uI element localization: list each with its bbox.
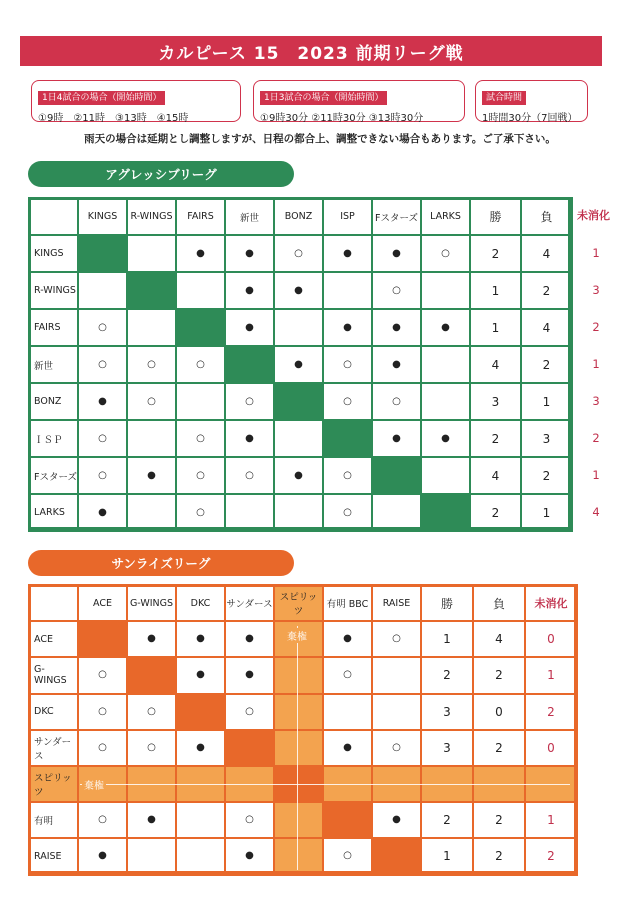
diagonal-cell [176,694,225,730]
aggressive-unplayed-value: 3 [592,283,600,297]
result-cell [274,802,323,838]
result-cell: ● [127,457,176,494]
diagonal-cell [176,309,225,346]
losses-cell: 2 [521,346,572,383]
result-cell: ○ [127,383,176,420]
result-cell: ● [127,802,176,838]
diagonal-cell [372,838,421,874]
result-cell: ○ [127,694,176,730]
row-header: 有明 [29,802,78,838]
unplayed-cell: 2 [525,694,577,730]
diagonal-cell [127,657,176,693]
info-box-four-games [31,80,241,122]
result-cell [274,838,323,874]
result-cell: ○ [225,802,274,838]
result-cell: ● [372,309,421,346]
info-value: ①9時 ②11時 ③13時 ④15時 [38,113,189,124]
losses-cell: 1 [521,494,572,531]
result-cell: ● [421,309,470,346]
result-cell: ● [225,272,274,309]
result-cell [421,383,470,420]
wins-cell: 4 [470,346,521,383]
diagonal-cell [274,383,323,420]
info-label: 1日3試合の場合（開始時間） [260,91,387,105]
row-header: R-WINGS [29,272,78,309]
table-row [29,309,572,346]
result-cell: ○ [225,457,274,494]
aggressive-unplayed-value: 4 [592,505,600,519]
row-header: BONZ [29,383,78,420]
losses-cell: 3 [521,420,572,457]
diagonal-cell [323,420,372,457]
column-header: 新世 [225,198,274,235]
losses-cell: 4 [473,621,525,657]
result-cell [127,309,176,346]
losses-cell: 0 [473,694,525,730]
column-header: ACE [78,585,127,621]
result-cell: ● [274,346,323,383]
table-row [29,235,572,272]
wins-cell: 2 [421,657,473,693]
table-row [29,657,577,693]
aggressive-unplayed-value: 3 [592,394,600,408]
result-cell: ○ [225,383,274,420]
result-cell [323,272,372,309]
withdrawn-line-horizontal [80,784,570,785]
diagonal-cell [372,457,421,494]
aggressive-unplayed-value: 1 [592,357,600,371]
column-header: スピリッツ [274,585,323,621]
result-cell: ● [274,272,323,309]
sunrise-league-banner: サンライズリーグ [28,550,294,576]
result-cell: ● [323,235,372,272]
withdrawn-label-horizontal: 棄権 [82,777,106,792]
result-cell: ○ [323,383,372,420]
table-row [29,346,572,383]
result-cell: ○ [372,621,421,657]
column-header: ISP [323,198,372,235]
losses-header: 負 [521,198,572,235]
page-title: カルピース 15 2023 前期リーグ戦 [20,36,602,66]
row-header: スピリッツ [29,766,78,802]
result-cell [323,694,372,730]
result-cell: ○ [176,420,225,457]
row-header: ACE [29,621,78,657]
losses-cell: 4 [521,235,572,272]
table-row [29,457,572,494]
result-cell: ● [274,457,323,494]
result-cell: ● [372,802,421,838]
row-header: KINGS [29,235,78,272]
diagonal-cell [127,272,176,309]
result-cell: ○ [78,657,127,693]
losses-cell: 4 [521,309,572,346]
info-label: 1日4試合の場合（開始時間） [38,91,165,105]
result-cell: ● [372,235,421,272]
diagonal-cell [225,730,274,766]
wins-cell: 1 [421,621,473,657]
row-header: サンダース [29,730,78,766]
result-cell [274,694,323,730]
result-cell: ● [78,383,127,420]
result-cell [274,309,323,346]
result-cell: ○ [176,346,225,383]
result-cell [421,272,470,309]
result-cell: ● [225,621,274,657]
result-cell: ○ [225,694,274,730]
row-header: 新世 [29,346,78,383]
row-header: DKC [29,694,78,730]
diagonal-cell [323,802,372,838]
unplayed-cell: 0 [525,730,577,766]
table-row [29,802,577,838]
column-header: 有明 BBC [323,585,372,621]
result-cell [274,657,323,693]
wins-cell: 2 [470,420,521,457]
row-header: Fスターズ [29,457,78,494]
row-header: FAIRS [29,309,78,346]
result-cell: ○ [78,694,127,730]
wins-cell: 3 [421,730,473,766]
result-cell: ● [176,235,225,272]
result-cell: ● [225,420,274,457]
unplayed-cell: 0 [525,621,577,657]
result-cell [176,838,225,874]
unplayed-cell: 2 [525,838,577,874]
table-row [29,420,572,457]
result-cell: ○ [127,730,176,766]
table-row [29,272,572,309]
aggressive-unplayed-value: 1 [592,468,600,482]
table-row [29,494,572,531]
result-cell [421,346,470,383]
corner-cell [29,198,78,235]
info-box-three-games [253,80,465,122]
result-cell: ● [78,494,127,531]
wins-cell: 2 [470,235,521,272]
info-value: 1時間30分（7回戦） [482,113,578,124]
result-cell [127,420,176,457]
withdrawn-label-vertical: 棄権 [285,628,309,643]
result-cell: ○ [78,309,127,346]
row-header: RAISE [29,838,78,874]
losses-cell: 1 [521,383,572,420]
result-cell: ● [372,420,421,457]
column-header: サンダース [225,585,274,621]
wins-cell: 3 [421,694,473,730]
result-cell: ● [176,657,225,693]
result-cell: ● [78,838,127,874]
result-cell: ○ [323,346,372,383]
unplayed-header: 未消化 [525,585,577,621]
result-cell: ○ [274,235,323,272]
result-cell: ● [323,621,372,657]
result-cell: ○ [323,494,372,531]
wins-header: 勝 [470,198,521,235]
result-cell: ● [323,309,372,346]
wins-cell: 1 [421,838,473,874]
aggressive-league-banner: アグレッシブリーグ [28,161,294,187]
result-cell: ● [372,346,421,383]
result-cell: ○ [372,272,421,309]
row-header: LARKS [29,494,78,531]
losses-header: 負 [473,585,525,621]
info-label: 試合時間 [482,91,526,105]
result-cell [78,272,127,309]
diagonal-cell [421,494,470,531]
result-cell [372,494,421,531]
unplayed-cell: 1 [525,802,577,838]
result-cell: ● [323,730,372,766]
losses-cell: 2 [473,657,525,693]
result-cell [176,802,225,838]
column-header: DKC [176,585,225,621]
rain-notice: 雨天の場合は延期とし調整しますが、日程の都合上、調整できない場合もあります。ご了承下さい。 [84,133,556,145]
wins-cell: 1 [470,309,521,346]
column-header: R-WINGS [127,198,176,235]
result-cell [127,235,176,272]
aggressive-unplayed-header: 未消化 [577,209,610,222]
row-header: G-WINGS [29,657,78,693]
info-value: ①9時30分 ②11時30分 ③13時30分 [260,113,424,124]
losses-cell: 2 [521,457,572,494]
aggressive-unplayed-value: 1 [592,246,600,260]
result-cell [225,494,274,531]
diagonal-cell [225,346,274,383]
table-row [29,838,577,874]
aggressive-league-table [28,197,573,532]
losses-cell: 2 [473,802,525,838]
withdrawn-line-vertical [297,626,298,870]
info-box-game-time [475,80,588,122]
result-cell [421,457,470,494]
aggressive-unplayed-value: 2 [592,431,600,445]
table-row [29,730,577,766]
result-cell: ○ [78,420,127,457]
result-cell: ○ [323,457,372,494]
result-cell [372,657,421,693]
column-header: RAISE [372,585,421,621]
wins-header: 勝 [421,585,473,621]
result-cell: ○ [127,346,176,383]
table-row [29,383,572,420]
result-cell: ○ [78,730,127,766]
column-header: KINGS [78,198,127,235]
result-cell [274,730,323,766]
wins-cell: 4 [470,457,521,494]
table-row [29,694,577,730]
wins-cell: 3 [470,383,521,420]
result-cell [127,494,176,531]
losses-cell: 2 [473,730,525,766]
result-cell: ○ [176,457,225,494]
result-cell [176,272,225,309]
column-header: BONZ [274,198,323,235]
losses-cell: 2 [521,272,572,309]
result-cell [127,838,176,874]
result-cell: ○ [78,802,127,838]
result-cell: ○ [372,383,421,420]
result-cell: ○ [372,730,421,766]
result-cell: ○ [176,494,225,531]
result-cell [176,383,225,420]
result-cell [274,494,323,531]
column-header: Fスターズ [372,198,421,235]
result-cell: ● [225,235,274,272]
result-cell: ● [176,730,225,766]
result-cell: ○ [421,235,470,272]
result-cell: ● [225,657,274,693]
diagonal-cell [78,235,127,272]
result-cell: ○ [323,657,372,693]
column-header: G-WINGS [127,585,176,621]
row-header: ＩＳＰ [29,420,78,457]
wins-cell: 2 [470,494,521,531]
losses-cell: 2 [473,838,525,874]
unplayed-cell: 1 [525,657,577,693]
diagonal-cell [78,621,127,657]
aggressive-unplayed-value: 2 [592,320,600,334]
result-cell: ● [421,420,470,457]
column-header: LARKS [421,198,470,235]
result-cell: ● [225,309,274,346]
corner-cell [29,585,78,621]
wins-cell: 2 [421,802,473,838]
result-cell: ● [176,621,225,657]
result-cell: ○ [323,838,372,874]
result-cell [274,420,323,457]
result-cell: ○ [78,457,127,494]
result-cell: ● [225,838,274,874]
wins-cell: 1 [470,272,521,309]
column-header: FAIRS [176,198,225,235]
result-cell [372,694,421,730]
result-cell: ● [127,621,176,657]
result-cell: ○ [78,346,127,383]
